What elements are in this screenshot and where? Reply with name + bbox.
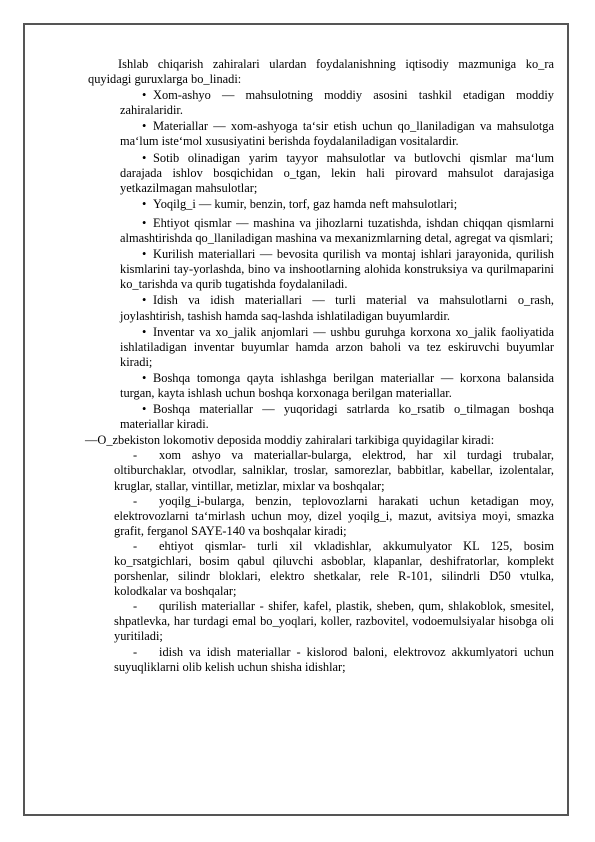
bullet-icon: • <box>142 370 147 385</box>
document-body <box>85 57 554 675</box>
bullet-icon: • <box>142 150 147 165</box>
list-item: • Materiallar — xom-ashyoga ta‘sir etish uchun qo_llaniladigan va mahsulotga ma‘lum iste‘mol xususiyatini berishda foydalaniladigan vositalardir. <box>120 119 554 149</box>
bullet-icon: • <box>142 324 147 339</box>
dash-icon: - <box>133 448 138 463</box>
bullet-icon: • <box>142 402 147 417</box>
list-item: • Sotib olinadigan yarim tayyor mahsulotlar va butlovchi qismlar ma‘lum darajada ishlov bosqichidan o_tgan, lekin hali pirovard mahsulot darajasiga yetkazilmagan mahsulotlar; <box>120 150 554 195</box>
bullet-icon: • <box>142 88 147 103</box>
list-item: - ehtiyot qismlar- turli xil vkladishlar, akkumulyator KL 125, bosim ko_rsatgichlari, bosim qabul qiluvchi asboblar, klapanlar, deshifratorlar, komplekt porshenlar, silindr bloklari, elektro shetkalar, rele R-101, silindrli D50 vtulka, kolodkalar va boshqalar; <box>114 538 554 599</box>
bullet-icon: • <box>142 196 147 211</box>
list-item: - idish va idish materiallar - kislorod baloni, elektrovoz akkumlyatori uchun suyuqliklarni olib kelish uchun shisha idishlar; <box>114 644 554 674</box>
bullet-icon: • <box>142 293 147 308</box>
section-paragraph: —O_zbekiston lokomotiv deposida moddiy zahiralari tarkibiga quyidagilar kiradi: <box>85 433 495 448</box>
list-item: • Boshqa tomonga qayta ishlashga berilgan materiallar — korxona balansida turgan, kayta ishlash uchun boshqa korxonaga berilgan materiallar. <box>120 370 554 400</box>
dash-icon: - <box>133 644 138 659</box>
list-item: • Inventar va xo_jalik anjomlari — ushbu guruhga korxona xo_jalik faoliyatida ishlatiladigan inventar buyumlar hamda arzon baholi va tez eskiruvchi buyumlar kiradi; <box>120 324 554 369</box>
dash-icon: - <box>133 538 138 553</box>
list-item: - qurilish materiallar - shifer, kafel, plastik, sheben, qum, shlakoblok, smesitel, shpatlevka, har turdagi emal bo_yoqlari, koller, razbovitel, vodoemulsiyalar hisobga oli yuritiladi; <box>114 599 554 644</box>
list-item: • Xom-ashyo — mahsulotning moddiy asosini tashkil etadigan moddiy zahiralaridir. <box>120 88 554 118</box>
dash-icon: - <box>133 493 138 508</box>
bullet-icon: • <box>142 215 147 230</box>
list-item: • Idish va idish materiallari — turli material va mahsulotlarni o_rash, joylashtirish, tashish hamda saq-lashda ishlatiladigan buyumlardir. <box>120 293 554 323</box>
bullet-icon: • <box>142 247 147 262</box>
list-item: • Boshqa materiallar — yuqoridagi satrlarda ko_rsatib o_tilmagan boshqa materiallar kiradi. <box>120 402 554 432</box>
list-item: - yoqilg_i-bularga, benzin, teplovozlarni harakati uchun ketadigan moy, elektrovozlarni ta‘mirlash uchun moy, dizel yoqilg_i, mazut, avitsiya moyi, smazka grafit, ferganol SAYE-140 va boshqalar kiradi; <box>114 493 554 538</box>
list-item: - xom ashyo va materiallar-bularga, elektrod, har xil turdagi trubalar, oltiburchaklar, otvodlar, salniklar, troslar, samorezlar, babbitlar, kabellar, izolentalar, kruglar, stallar, vintillar, metizlar, mixlar va boshqalar; <box>114 448 554 493</box>
dash-icon: - <box>133 599 138 614</box>
bullet-icon: • <box>142 119 147 134</box>
intro-paragraph: Ishlab chiqarish zahiralari ulardan foydalanishning iqtisodiy mazmuniga ko_ra quyidagi guruxlarga bo_linadi: <box>88 57 554 87</box>
list-item: • Kurilish materiallari — bevosita qurilish va montaj ishlari jarayonida, qurilish kismlarini tay-yorlashda, bino va inshootlarning alohida konstruksiya va qurilmaparini ko_tarishda va qurib tugatishda foydalaniladi. <box>120 247 554 292</box>
list-item: • Ehtiyot qismlar — mashina va jihozlarni tuzatishda, ishdan chiqqan qismlarni almashtirishda qo_llaniladigan mashina va mexanizmlarning detal, agregat va qismlari; <box>120 215 554 246</box>
list-item: • Yoqilg_i — kumir, benzin, torf, gaz hamda neft mahsulotlari; <box>142 196 458 211</box>
